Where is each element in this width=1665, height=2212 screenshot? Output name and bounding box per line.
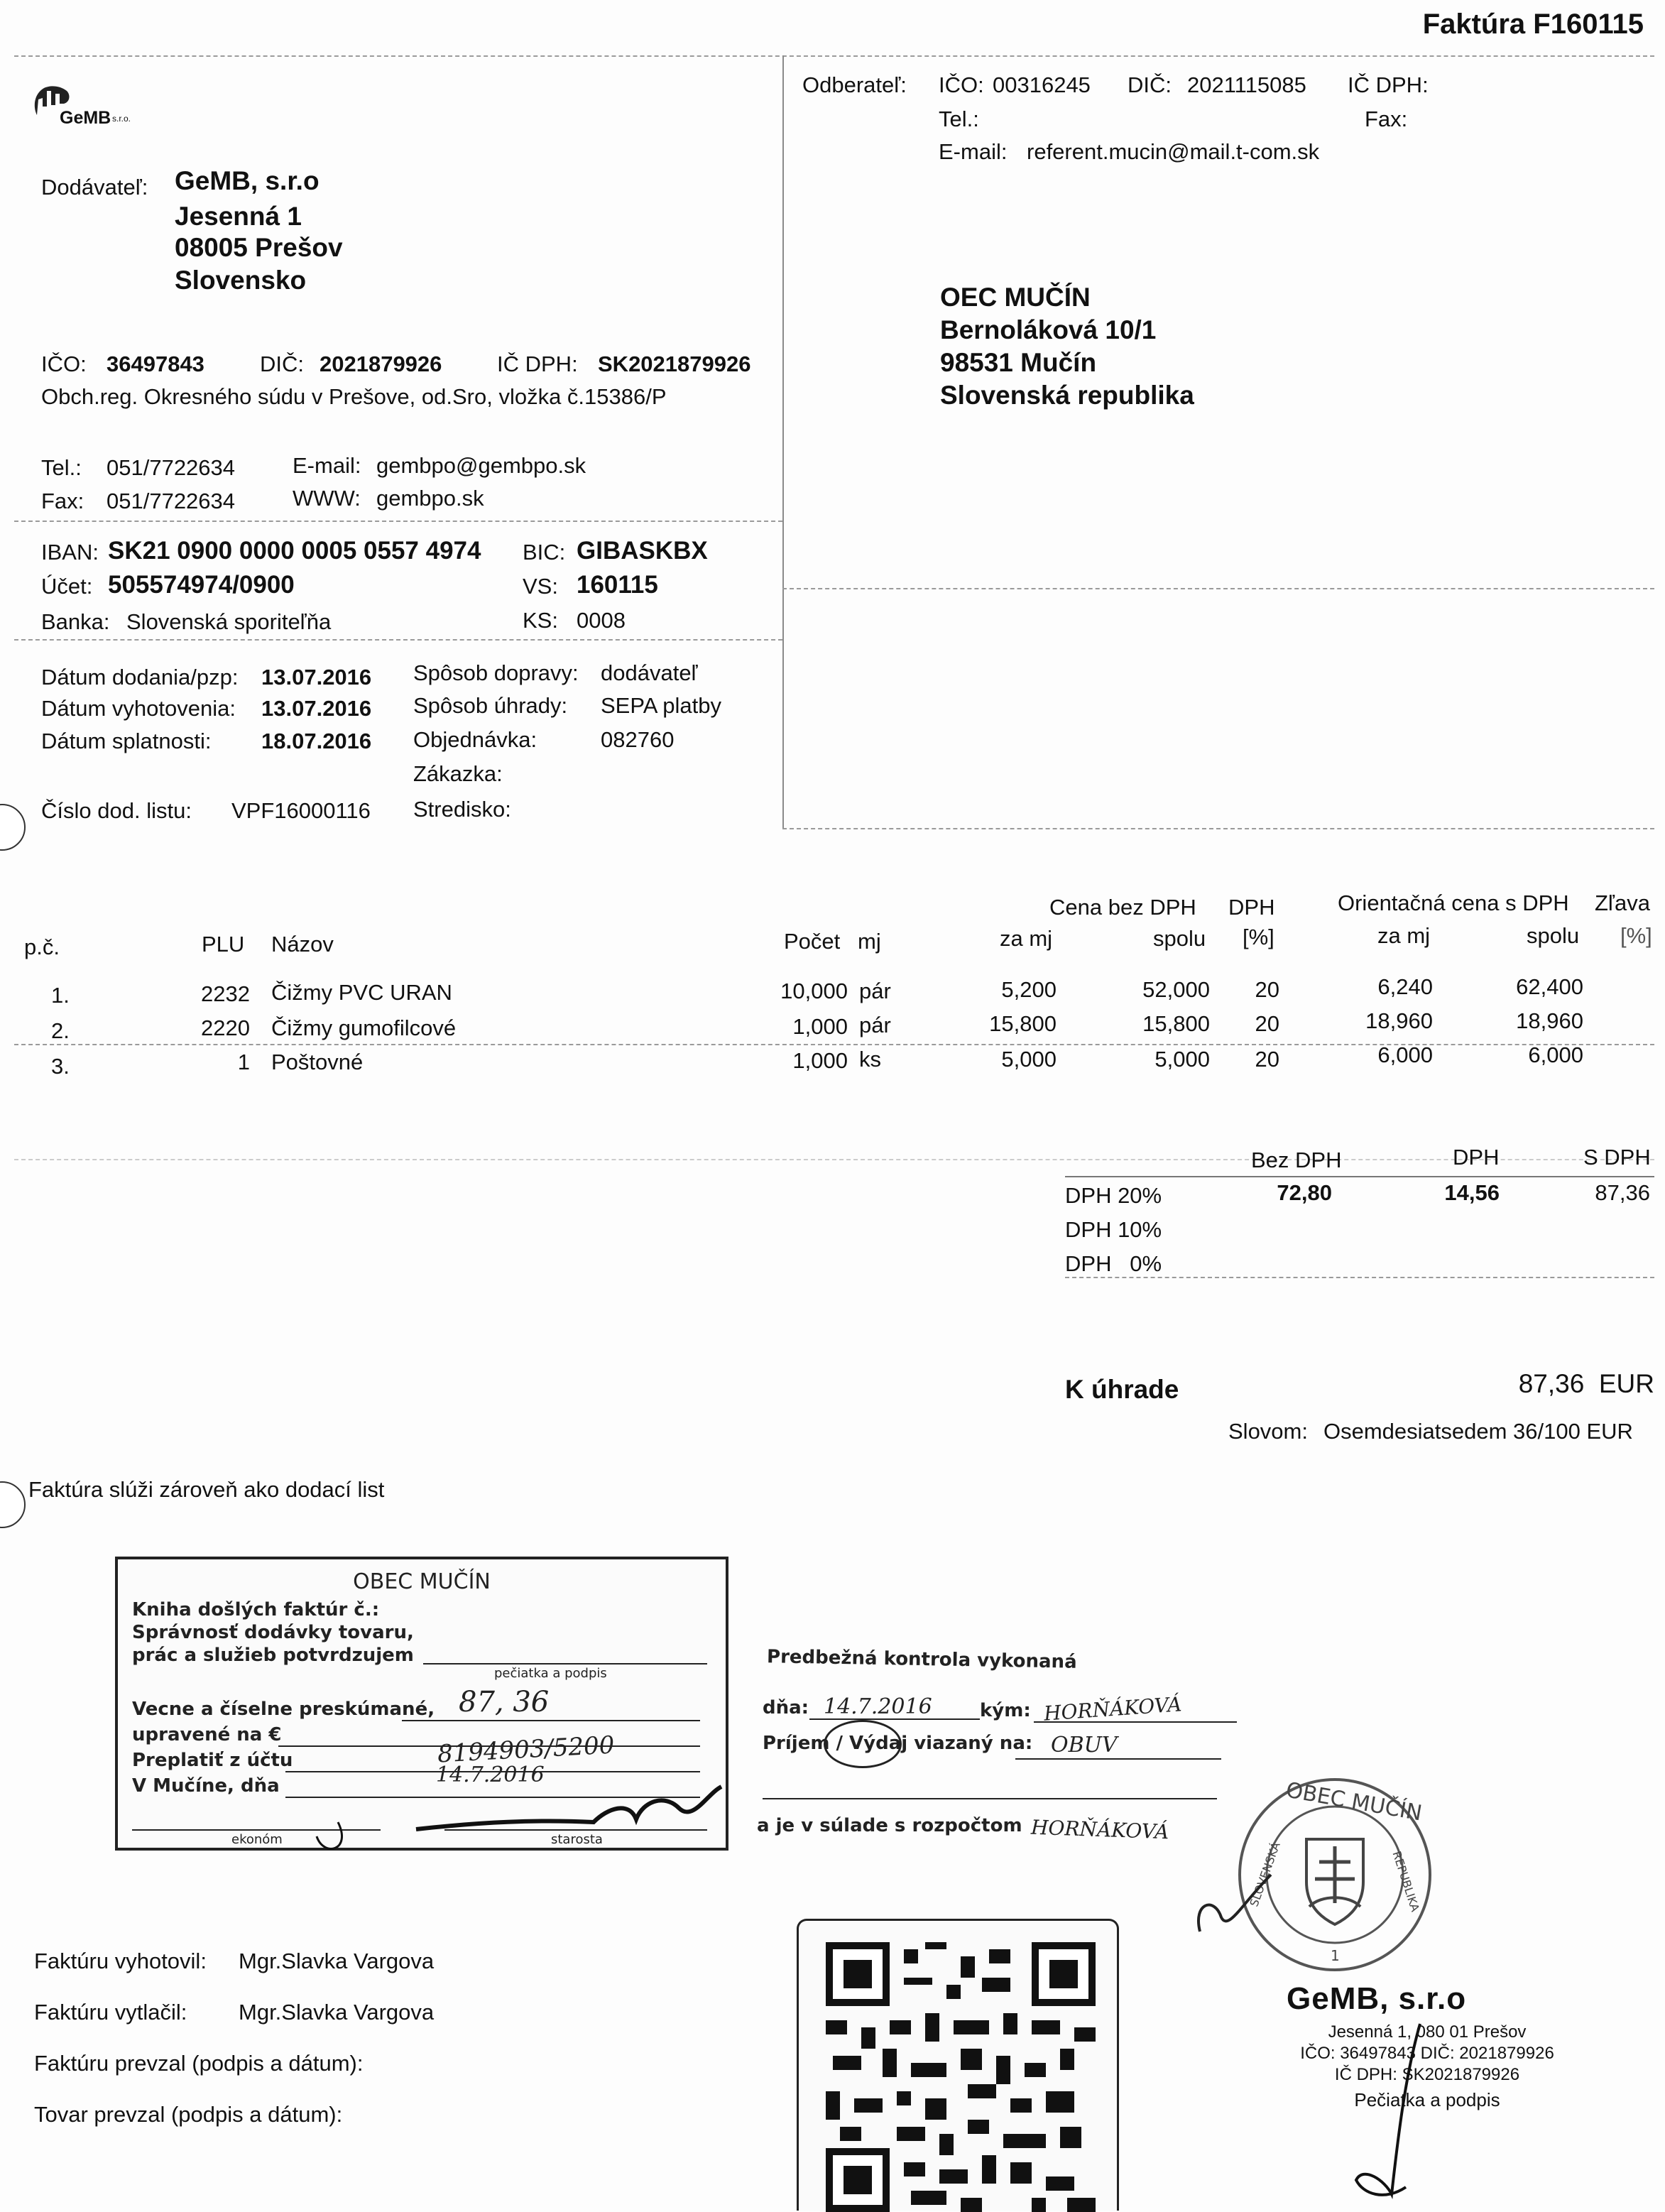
company-stamp-address: Jesenná 1, 080 01 Prešov <box>1328 2022 1527 2042</box>
col-per-unit: za mj <box>1000 926 1053 951</box>
control-who-label: kým: <box>980 1700 1031 1721</box>
customer-street: Bernoláková 10/1 <box>940 315 1157 344</box>
item-ototal: 62,400 <box>1516 974 1583 999</box>
item-pc: 1. <box>51 983 70 1008</box>
supplier-dic-label: DIČ: <box>260 352 304 376</box>
payment-method: SEPA platby <box>601 693 722 718</box>
bank-divider-top <box>14 521 782 522</box>
item-plu: 2232 <box>201 981 250 1006</box>
customer-ico: 00316245 <box>993 72 1091 97</box>
bank-label: Banka: <box>41 609 110 634</box>
col-pc: p.č. <box>24 935 60 959</box>
item-oprice: 18,960 <box>1365 1008 1433 1033</box>
bank-value: Slovenská sporiteľňa <box>126 609 332 634</box>
col-discount: Zľava <box>1595 890 1650 915</box>
starosta-signature-icon <box>295 1780 736 1858</box>
item-oprice: 6,000 <box>1377 1042 1433 1067</box>
stamp-right-caption: starosta <box>551 1832 603 1847</box>
round-stamp-left: SLOVENSKÁ <box>1247 1840 1283 1909</box>
account-value: 505574974/0900 <box>108 571 295 599</box>
vat-row-label: DPH 10% <box>1065 1217 1162 1242</box>
delivery-note-text: Faktúra slúži zároveň ako dodací list <box>28 1477 385 1502</box>
company-signature-icon <box>1335 2017 1463 2208</box>
iban-label: IBAN: <box>41 540 99 565</box>
ks-label: KS: <box>523 608 558 633</box>
control-handwritten-budget: HORŇÁKOVÁ <box>1030 1815 1169 1844</box>
issued-by: Mgr.Slavka Vargova <box>239 1949 435 1973</box>
item-vat: 20 <box>1255 977 1279 1002</box>
stamp-line: upravené na € <box>132 1724 282 1745</box>
col-vat-pct: [%] <box>1243 925 1274 949</box>
customer-fax-label: Fax: <box>1365 107 1408 131</box>
payment-method-label: Spôsob úhrady: <box>413 693 568 718</box>
vat-row-base: 72,80 <box>1277 1180 1332 1205</box>
to-pay-label: K úhrade <box>1065 1375 1179 1404</box>
round-stamp-top: OBEC MUČÍN <box>1284 1777 1424 1826</box>
ks-value: 0008 <box>577 608 626 633</box>
supplier-tel-label: Tel.: <box>41 455 82 480</box>
bic-value: GIBASKBX <box>577 537 708 565</box>
vat-head-total: S DPH <box>1583 1145 1651 1170</box>
stamp-line: Preplatiť z účtu <box>132 1750 293 1771</box>
supplier-icdph: SK2021879926 <box>598 352 751 376</box>
item-plu: 2220 <box>201 1015 250 1040</box>
control-handwritten-who: HORŇÁKOVÁ <box>1043 1692 1183 1726</box>
col-orient-group: Orientačná cena s DPH <box>1338 890 1569 915</box>
item-ototal: 18,960 <box>1516 1008 1583 1033</box>
stamp-line: Vecne a číselne preskúmané, <box>132 1699 435 1720</box>
item-count: 1,000 <box>792 1014 848 1039</box>
handwritten-account: 8194903/5200 <box>437 1731 616 1769</box>
col-orient-total: spolu <box>1527 923 1580 948</box>
item-name: Čižmy gumofilcové <box>271 1015 457 1040</box>
col-vat: DPH <box>1228 895 1275 920</box>
due-date-label: Dátum splatnosti: <box>41 729 212 753</box>
goods-received-label: Tovar prevzal (podpis a dátum): <box>34 2102 343 2127</box>
control-budget-label: a je v súlade s rozpočtom <box>757 1815 1022 1836</box>
item-vat: 20 <box>1255 1011 1279 1036</box>
customer-label: Odberateľ: <box>802 72 907 97</box>
item-pc: 3. <box>51 1054 70 1079</box>
delivery-date-label: Dátum dodania/pzp: <box>41 665 239 690</box>
supplier-fax: 051/7722634 <box>107 489 236 513</box>
item-price: 5,200 <box>1001 977 1057 1002</box>
iban-value: SK21 0900 0000 0005 0557 4974 <box>108 537 481 565</box>
company-stamp-name: GeMB, s.r.o <box>1287 1981 1467 2016</box>
transport-label: Spôsob dopravy: <box>413 660 579 685</box>
customer-email: referent.mucin@mail.t-com.sk <box>1027 139 1320 164</box>
supplier-register: Obch.reg. Okresného súdu v Prešove, od.Sro, vložka č.15386/P <box>41 384 667 409</box>
customer-email-label: E-mail: <box>939 139 1008 164</box>
vydaj-circle <box>824 1720 902 1768</box>
round-stamp-number: 1 <box>1331 1947 1340 1964</box>
item-plu: 1 <box>237 1050 250 1074</box>
delivery-note-label: Číslo dod. listu: <box>41 798 192 823</box>
control-prijem-label: Príjem / Výdaj viazaný na: <box>763 1733 1033 1754</box>
customer-bottom-divider <box>782 828 1654 829</box>
item-total: 52,000 <box>1142 977 1210 1002</box>
stamp-line: Kniha došlých faktúr č.: <box>132 1599 380 1620</box>
col-plu: PLU <box>202 932 245 957</box>
bank-divider-bottom <box>14 639 782 641</box>
vat-row-label: DPH 0% <box>1065 1251 1162 1276</box>
center-label: Stredisko: <box>413 797 511 822</box>
signature-mark-icon <box>1186 1860 1285 1939</box>
bic-label: BIC: <box>523 540 566 565</box>
delivery-note: VPF16000116 <box>231 798 371 823</box>
punch-hole-top <box>0 804 26 851</box>
supplier-icdph-label: IČ DPH: <box>497 352 578 376</box>
vat-head-vat: DPH <box>1453 1145 1500 1170</box>
issued-by-label: Faktúru vyhotovil: <box>34 1949 207 1973</box>
to-pay-amount: 87,36 EUR <box>1518 1369 1654 1398</box>
invoice-title: Faktúra F160115 <box>1422 9 1644 40</box>
vat-row-total: 87,36 <box>1595 1180 1650 1205</box>
due-date: 18.07.2016 <box>261 729 372 753</box>
item-name: Čižmy PVC URAN <box>271 980 452 1005</box>
customer-name: OEC MUČÍN <box>940 283 1091 312</box>
customer-country: Slovenská republika <box>940 381 1194 410</box>
supplier-label: Dodávateľ: <box>41 175 148 200</box>
words-value: Osemdesiatsedem 36/100 EUR <box>1323 1419 1633 1444</box>
words-label: Slovom: <box>1228 1419 1308 1444</box>
printed-by: Mgr.Slavka Vargova <box>239 2000 435 2025</box>
item-price: 15,800 <box>989 1011 1057 1036</box>
invoice-received-label: Faktúru prevzal (podpis a dátum): <box>34 2051 364 2076</box>
customer-dic-label: DIČ: <box>1128 72 1172 97</box>
handwritten-date: 14.7.2016 <box>436 1762 545 1787</box>
order-label: Objednávka: <box>413 727 537 752</box>
top-divider <box>14 55 1654 57</box>
printed-by-label: Faktúru vytlačil: <box>34 2000 187 2025</box>
item-total: 5,000 <box>1154 1047 1210 1072</box>
control-handwritten-what: OBUV <box>1051 1733 1118 1758</box>
transport-value: dodávateľ <box>601 660 698 685</box>
company-stamp-icdph: IČ DPH: SK2021879926 <box>1334 2065 1520 2084</box>
supplier-ico: 36497843 <box>107 352 204 376</box>
item-unit: pár <box>859 979 891 1003</box>
vs-label: VS: <box>523 574 558 599</box>
item-unit: pár <box>859 1013 891 1037</box>
item-ototal: 6,000 <box>1528 1042 1583 1067</box>
approval-stamp-box <box>115 1557 728 1851</box>
col-price-group: Cena bez DPH <box>1049 895 1196 920</box>
control-date-label: dňa: <box>763 1697 809 1718</box>
item-count: 10,000 <box>780 979 848 1003</box>
company-stamp-ids: IČO: 36497843 DIČ: 2021879926 <box>1300 2044 1554 2063</box>
customer-divider <box>782 588 1654 589</box>
stamp-left-caption: ekonóm <box>231 1832 283 1847</box>
supplier-email: gembpo@gembpo.sk <box>376 453 586 478</box>
col-count: Počet <box>784 929 841 954</box>
qr-frame <box>797 1919 1119 2211</box>
center-divider <box>782 55 784 829</box>
delivery-date: 13.07.2016 <box>261 665 372 690</box>
col-unit: mj <box>858 929 881 954</box>
issue-date: 13.07.2016 <box>261 696 372 721</box>
customer-ico-label: IČO: <box>939 72 984 97</box>
item-name: Poštovné <box>271 1050 364 1074</box>
qr-code-icon <box>826 1942 1096 2212</box>
gemb-logo: GeMB s.r.o. <box>28 78 170 128</box>
customer-dic: 2021115085 <box>1187 72 1306 97</box>
vat-row-label: DPH 20% <box>1065 1183 1162 1208</box>
company-stamp-caption: Pečiatka a podpis <box>1354 2089 1500 2110</box>
col-name: Názov <box>271 932 334 957</box>
customer-city: 98531 Mučín <box>940 348 1097 377</box>
col-total: spolu <box>1153 926 1206 951</box>
round-stamp-right: REPUBLIKA <box>1390 1849 1422 1914</box>
col-orient-per-unit: za mj <box>1377 923 1431 948</box>
contract-label: Zákazka: <box>413 761 503 786</box>
stamp-title: OBEC MUČÍN <box>353 1569 491 1594</box>
customer-tel-label: Tel.: <box>939 107 979 131</box>
item-total: 15,800 <box>1142 1011 1210 1036</box>
supplier-fax-label: Fax: <box>41 489 84 513</box>
customer-icdph-label: IČ DPH: <box>1348 72 1429 97</box>
item-oprice: 6,240 <box>1377 974 1433 999</box>
supplier-www-label: WWW: <box>293 486 361 511</box>
order-value: 082760 <box>601 727 675 752</box>
col-discount-pct: [%] <box>1620 923 1652 948</box>
vs-value: 160115 <box>577 571 658 599</box>
stamp-line: Správnosť dodávky tovaru, <box>132 1622 414 1643</box>
stamp-line: V Mučíne, dňa <box>132 1775 280 1797</box>
issue-date-label: Dátum vyhotovenia: <box>41 696 236 721</box>
supplier-name: GeMB, s.r.o <box>175 166 320 195</box>
control-title: Predbežná kontrola vykonaná <box>766 1646 1077 1673</box>
vat-head-base: Bez DPH <box>1251 1148 1342 1172</box>
account-label: Účet: <box>41 574 93 599</box>
supplier-email-label: E-mail: <box>293 453 361 478</box>
summary-divider <box>14 1159 1654 1160</box>
item-count: 1,000 <box>792 1048 848 1073</box>
control-handwritten-date: 14.7.2016 <box>824 1694 932 1719</box>
supplier-street: Jesenná 1 <box>175 202 302 231</box>
item-vat: 20 <box>1255 1047 1279 1072</box>
item-unit: ks <box>859 1047 881 1072</box>
vat-row-vat: 14,56 <box>1444 1180 1500 1205</box>
stamp-sig-caption: pečiatka a podpis <box>494 1666 607 1681</box>
supplier-ico-label: IČO: <box>41 352 87 376</box>
stamp-line: prác a služieb potvrdzujem <box>132 1645 414 1666</box>
item-pc: 2. <box>51 1018 70 1043</box>
punch-hole-bottom <box>0 1481 26 1528</box>
item-price: 5,000 <box>1001 1047 1057 1072</box>
supplier-tel: 051/7722634 <box>107 455 236 480</box>
supplier-dic: 2021879926 <box>320 352 442 376</box>
supplier-city: 08005 Prešov <box>175 233 343 262</box>
handwritten-amount: 87, 36 <box>459 1686 550 1718</box>
supplier-country: Slovensko <box>175 266 307 295</box>
supplier-www: gembpo.sk <box>376 486 484 511</box>
